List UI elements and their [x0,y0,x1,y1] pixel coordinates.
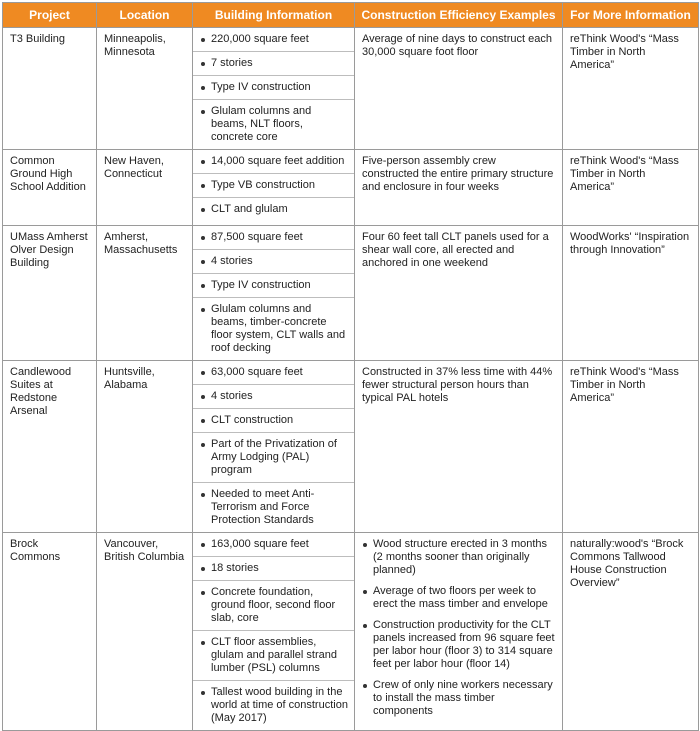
efficiency-item: Crew of only nine workers necessary to install the mass timber components [355,674,562,721]
info-item: Type IV construction [193,274,354,298]
project-cell: Candlewood Suites at Redstone Arsenal [3,361,97,533]
info-item: 220,000 square feet [193,28,354,52]
header-location: Location [97,3,193,28]
building-info-cell [193,533,355,731]
info-item: Concrete foundation, ground floor, second floor slab, core [193,581,354,631]
location-cell: New Haven, Connecticut [97,150,193,226]
more-info-cell: WoodWorks' “Inspiration through Innovation” [563,226,699,361]
info-item: CLT floor assemblies, glulam and parallel strand lumber (PSL) columns [193,631,354,681]
project-cell: Common Ground High School Addition [3,150,97,226]
project-cell: T3 Building [3,28,97,150]
efficiency-cell: Four 60 feet tall CLT panels used for a shear wall core, all erected and anchored in one weekend [355,226,563,361]
table-row [3,361,699,533]
info-item: 87,500 square feet [193,226,354,250]
building-info-cell [193,150,355,226]
info-item: 7 stories [193,52,354,76]
info-item: Type VB construction [193,174,354,198]
table-row [3,28,699,150]
table-row [3,226,699,361]
info-item: 163,000 square feet [193,533,354,557]
info-item: 63,000 square feet [193,361,354,385]
efficiency-cell: Five-person assembly crew constructed the entire primary structure and enclosure in four weeks [355,150,563,226]
header-construction-efficiency: Construction Efficiency Examples [355,3,563,28]
building-info-cell [193,226,355,361]
more-info-cell: reThink Wood's “Mass Timber in North America” [563,361,699,533]
info-item: Part of the Privatization of Army Lodging (PAL) program [193,433,354,483]
header-building-information: Building Information [193,3,355,28]
table-row [3,533,699,731]
efficiency-item: Average of two floors per week to erect the mass timber and envelope [355,580,562,614]
table-row [3,150,699,226]
efficiency-item: Construction productivity for the CLT panels increased from 96 square feet per labor hour (floor 3) to 314 square feet per labor hour (floor 14) [355,614,562,674]
info-item: CLT and glulam [193,198,354,221]
info-item: Glulam columns and beams, timber-concrete floor system, CLT walls and roof decking [193,298,354,360]
building-info-cell [193,361,355,533]
info-item: 14,000 square feet addition [193,150,354,174]
header-more-information: For More Information [563,3,699,28]
info-item: 18 stories [193,557,354,581]
efficiency-cell: Average of nine days to construct each 30,000 square foot floor [355,28,563,150]
info-item: Type IV construction [193,76,354,100]
location-cell: Vancouver, British Columbia [97,533,193,731]
location-cell: Amherst, Massachusetts [97,226,193,361]
header-project: Project [3,3,97,28]
info-item: CLT construction [193,409,354,433]
info-item: Tallest wood building in the world at time of construction (May 2017) [193,681,354,730]
efficiency-cell: Constructed in 37% less time with 44% fewer structural person hours than typical PAL hotels [355,361,563,533]
building-info-cell [193,28,355,150]
info-item: Glulam columns and beams, NLT floors, concrete core [193,100,354,149]
project-cell: UMass Amherst Olver Design Building [3,226,97,361]
location-cell: Minneapolis, Minnesota [97,28,193,150]
more-info-cell: reThink Wood's “Mass Timber in North America” [563,28,699,150]
more-info-cell: naturally:wood's “Brock Commons Tallwood House Construction Overview” [563,533,699,731]
location-cell: Huntsville, Alabama [97,361,193,533]
mass-timber-table-container [2,2,698,731]
info-item: 4 stories [193,385,354,409]
more-info-cell: reThink Wood's “Mass Timber in North America” [563,150,699,226]
header-row [3,3,699,28]
mass-timber-projects-table [2,2,699,731]
info-item: Needed to meet Anti-Terrorism and Force Protection Standards [193,483,354,532]
info-item: 4 stories [193,250,354,274]
project-cell: Brock Commons [3,533,97,731]
efficiency-item: Wood structure erected in 3 months (2 months sooner than originally planned) [355,533,562,580]
efficiency-cell [355,533,563,731]
